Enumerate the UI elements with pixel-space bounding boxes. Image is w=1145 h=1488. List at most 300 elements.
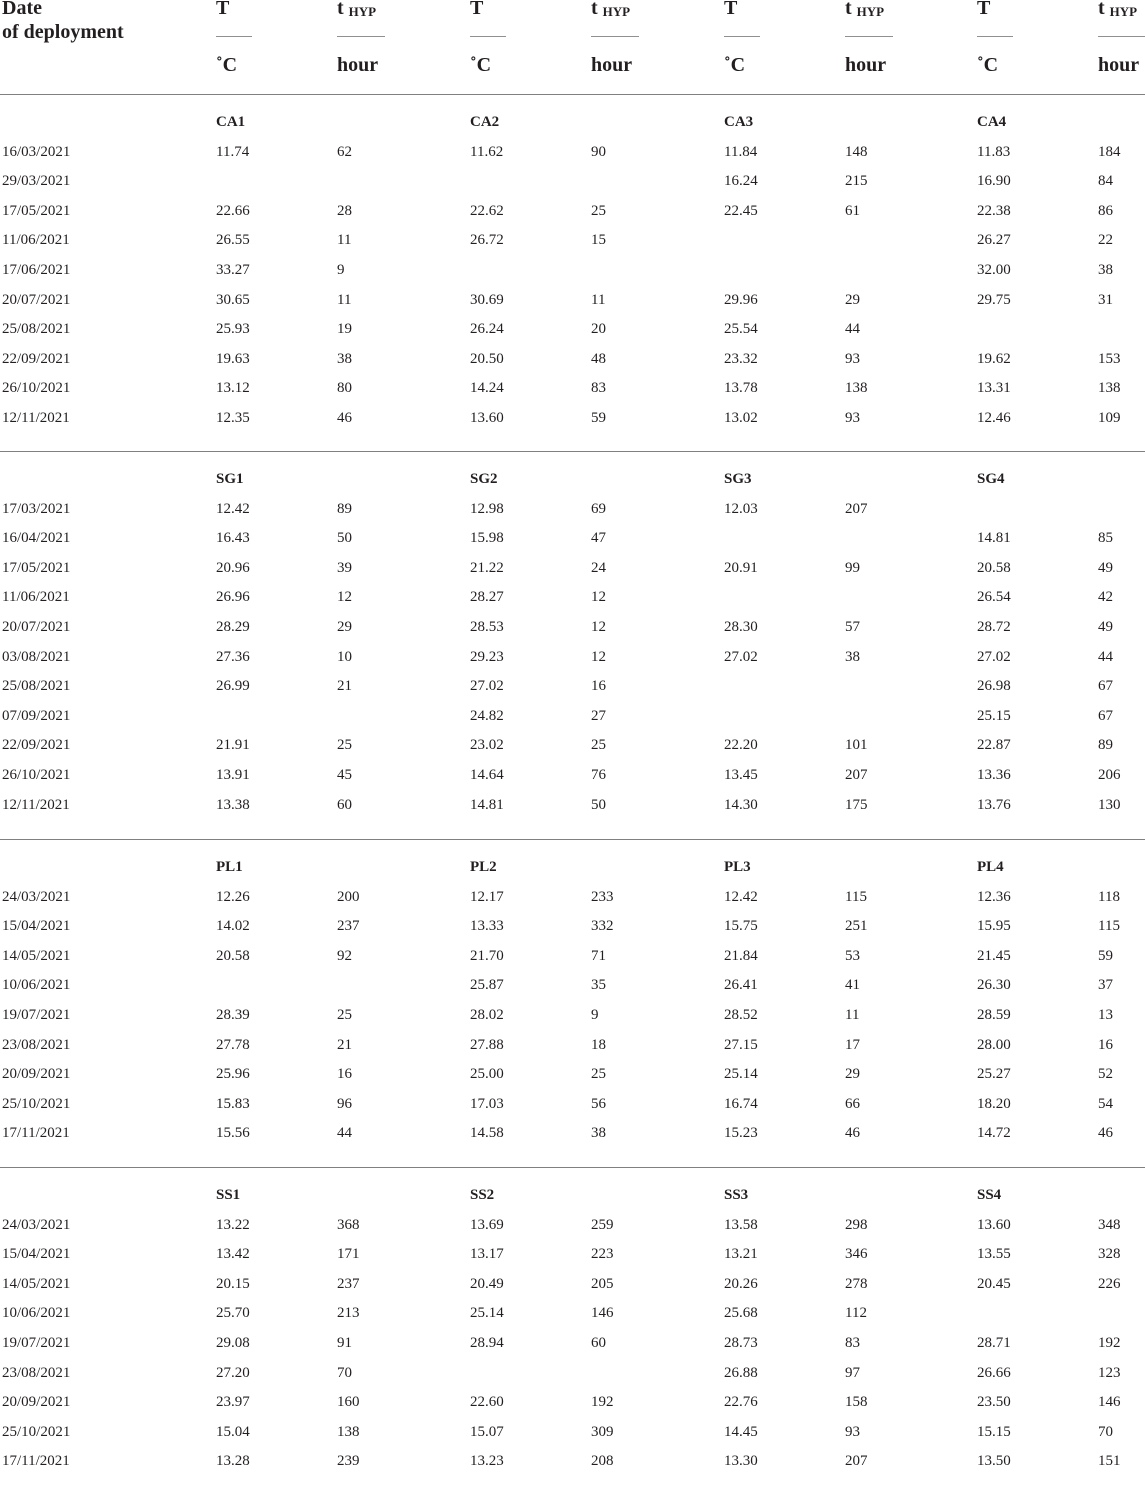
temperature-value: 25.68 bbox=[724, 1305, 758, 1321]
temperature-value: 25.54 bbox=[724, 321, 758, 337]
group-divider bbox=[0, 94, 1145, 95]
hypoxia-time-value: 44 bbox=[1098, 649, 1113, 665]
temperature-value: 28.00 bbox=[977, 1037, 1011, 1053]
hypoxia-time-value: 20 bbox=[591, 321, 606, 337]
hypoxia-time-value: 16 bbox=[591, 678, 606, 694]
temperature-value: 13.45 bbox=[724, 767, 758, 783]
hypoxia-time-unit: hour bbox=[845, 54, 887, 76]
temperature-value: 28.53 bbox=[470, 619, 504, 635]
hypoxia-time-value: 251 bbox=[845, 918, 868, 934]
temperature-value: 23.32 bbox=[724, 351, 758, 367]
temperature-value: 14.30 bbox=[724, 797, 758, 813]
hypoxia-time-value: 25 bbox=[337, 1007, 352, 1023]
deployment-date: 12/11/2021 bbox=[2, 797, 70, 813]
temperature-value: 13.36 bbox=[977, 767, 1011, 783]
site-label: PL4 bbox=[977, 859, 1004, 875]
temperature-value: 22.76 bbox=[724, 1394, 758, 1410]
deployment-date: 25/10/2021 bbox=[2, 1424, 71, 1440]
hypoxia-time-value: 46 bbox=[1098, 1125, 1113, 1141]
temperature-value: 19.62 bbox=[977, 351, 1011, 367]
hypoxia-time-value: 130 bbox=[1098, 797, 1121, 813]
temperature-value: 12.36 bbox=[977, 889, 1011, 905]
temperature-header: T bbox=[216, 0, 230, 19]
header-rule bbox=[216, 36, 252, 37]
hypoxia-time-value: 71 bbox=[591, 948, 606, 964]
hypoxia-time-value: 11 bbox=[591, 292, 606, 308]
temperature-value: 13.33 bbox=[470, 918, 504, 934]
hypoxia-time-unit: hour bbox=[1098, 54, 1140, 76]
temperature-value: 12.26 bbox=[216, 889, 250, 905]
hypoxia-time-value: 76 bbox=[591, 767, 606, 783]
deployment-date: 19/07/2021 bbox=[2, 1007, 71, 1023]
temperature-value: 27.15 bbox=[724, 1037, 758, 1053]
site-label: SG2 bbox=[470, 471, 498, 487]
temperature-value: 25.70 bbox=[216, 1305, 250, 1321]
hypoxia-time-value: 213 bbox=[337, 1305, 360, 1321]
hypoxia-time-value: 332 bbox=[591, 918, 614, 934]
temperature-value: 13.38 bbox=[216, 797, 250, 813]
hypoxia-time-value: 138 bbox=[845, 380, 868, 396]
temperature-value: 26.99 bbox=[216, 678, 250, 694]
hypoxia-time-value: 18 bbox=[591, 1037, 606, 1053]
temperature-value: 13.58 bbox=[724, 1217, 758, 1233]
hypoxia-time-subscript: HYP bbox=[602, 4, 631, 19]
temperature-value: 21.70 bbox=[470, 948, 504, 964]
hypoxia-time-value: 96 bbox=[337, 1096, 352, 1112]
hypoxia-time-value: 61 bbox=[845, 203, 860, 219]
temperature-value: 14.81 bbox=[470, 797, 504, 813]
temperature-value: 14.24 bbox=[470, 380, 504, 396]
hypoxia-time-value: 158 bbox=[845, 1394, 868, 1410]
hypoxia-time-value: 54 bbox=[1098, 1096, 1113, 1112]
deployment-date: 22/09/2021 bbox=[2, 737, 71, 753]
deployment-date: 20/07/2021 bbox=[2, 619, 71, 635]
temperature-value: 23.50 bbox=[977, 1394, 1011, 1410]
deployment-date: 14/05/2021 bbox=[2, 948, 71, 964]
hypoxia-time-value: 80 bbox=[337, 380, 352, 396]
deployment-date: 10/06/2021 bbox=[2, 977, 71, 993]
hypoxia-time-unit: hour bbox=[591, 54, 633, 76]
hypoxia-time-value: 17 bbox=[845, 1037, 860, 1053]
hypoxia-time-value: 13 bbox=[1098, 1007, 1113, 1023]
deployment-date: 16/04/2021 bbox=[2, 530, 71, 546]
hypoxia-time-value: 12 bbox=[337, 589, 352, 605]
temperature-value: 14.02 bbox=[216, 918, 250, 934]
hypoxia-time-value: 278 bbox=[845, 1276, 868, 1292]
temperature-value: 12.35 bbox=[216, 410, 250, 426]
temperature-value: 15.07 bbox=[470, 1424, 504, 1440]
temperature-value: 23.02 bbox=[470, 737, 504, 753]
hypoxia-time-value: 28 bbox=[337, 203, 352, 219]
hypoxia-time-value: 10 bbox=[337, 649, 352, 665]
hypoxia-time-value: 38 bbox=[337, 351, 352, 367]
temperature-unit: ˚C bbox=[724, 54, 746, 76]
temperature-value: 27.88 bbox=[470, 1037, 504, 1053]
hypoxia-time-value: 112 bbox=[845, 1305, 867, 1321]
hypoxia-time-value: 29 bbox=[337, 619, 352, 635]
temperature-value: 25.93 bbox=[216, 321, 250, 337]
temperature-value: 20.45 bbox=[977, 1276, 1011, 1292]
deployment-date: 17/05/2021 bbox=[2, 560, 71, 576]
temperature-value: 27.02 bbox=[470, 678, 504, 694]
temperature-value: 21.84 bbox=[724, 948, 758, 964]
hypoxia-time-value: 53 bbox=[845, 948, 860, 964]
hypoxia-time-symbol: t bbox=[845, 0, 852, 19]
hypoxia-time-value: 109 bbox=[1098, 410, 1121, 426]
temperature-value: 24.82 bbox=[470, 708, 504, 724]
temperature-value: 26.72 bbox=[470, 232, 504, 248]
hypoxia-time-value: 39 bbox=[337, 560, 352, 576]
hypoxia-time-value: 226 bbox=[1098, 1276, 1121, 1292]
temperature-unit: ˚C bbox=[977, 54, 999, 76]
site-label: SG3 bbox=[724, 471, 752, 487]
temperature-value: 27.36 bbox=[216, 649, 250, 665]
hypoxia-time-value: 11 bbox=[337, 292, 352, 308]
header-rule bbox=[845, 36, 893, 37]
temperature-value: 22.38 bbox=[977, 203, 1011, 219]
temperature-value: 28.94 bbox=[470, 1335, 504, 1351]
temperature-value: 13.22 bbox=[216, 1217, 250, 1233]
hypoxia-time-value: 70 bbox=[337, 1365, 352, 1381]
temperature-value: 15.15 bbox=[977, 1424, 1011, 1440]
deployment-date: 19/07/2021 bbox=[2, 1335, 71, 1351]
deployment-date: 16/03/2021 bbox=[2, 144, 71, 160]
hypoxia-time-value: 208 bbox=[591, 1453, 614, 1469]
hypoxia-time-value: 93 bbox=[845, 351, 860, 367]
hypoxia-time-value: 346 bbox=[845, 1246, 868, 1262]
hypoxia-time-value: 48 bbox=[591, 351, 606, 367]
site-label: SG4 bbox=[977, 471, 1005, 487]
deployment-date: 11/06/2021 bbox=[2, 589, 70, 605]
temperature-value: 14.72 bbox=[977, 1125, 1011, 1141]
site-label: CA1 bbox=[216, 114, 246, 130]
hypoxia-time-value: 90 bbox=[591, 144, 606, 160]
temperature-value: 25.27 bbox=[977, 1066, 1011, 1082]
hypoxia-time-value: 38 bbox=[845, 649, 860, 665]
hypoxia-time-value: 118 bbox=[1098, 889, 1120, 905]
hypoxia-time-value: 12 bbox=[591, 649, 606, 665]
hypoxia-time-value: 138 bbox=[1098, 380, 1121, 396]
hypoxia-time-value: 97 bbox=[845, 1365, 860, 1381]
temperature-value: 13.69 bbox=[470, 1217, 504, 1233]
deployment-date: 25/08/2021 bbox=[2, 321, 71, 337]
temperature-header: T bbox=[724, 0, 738, 19]
temperature-value: 14.58 bbox=[470, 1125, 504, 1141]
temperature-value: 26.96 bbox=[216, 589, 250, 605]
temperature-value: 12.42 bbox=[216, 501, 250, 517]
hypoxia-time-value: 9 bbox=[337, 262, 345, 278]
hypoxia-time-value: 348 bbox=[1098, 1217, 1121, 1233]
temperature-value: 21.91 bbox=[216, 737, 250, 753]
date-header-line-2: of deployment bbox=[2, 21, 124, 43]
temperature-value: 22.60 bbox=[470, 1394, 504, 1410]
temperature-value: 13.78 bbox=[724, 380, 758, 396]
deployment-date: 17/11/2021 bbox=[2, 1453, 70, 1469]
hypoxia-time-value: 38 bbox=[591, 1125, 606, 1141]
temperature-value: 32.00 bbox=[977, 262, 1011, 278]
hypoxia-time-value: 207 bbox=[845, 1453, 868, 1469]
hypoxia-time-value: 67 bbox=[1098, 708, 1113, 724]
temperature-value: 11.74 bbox=[216, 144, 250, 160]
hypoxia-time-value: 146 bbox=[591, 1305, 614, 1321]
hypoxia-time-value: 237 bbox=[337, 1276, 360, 1292]
temperature-value: 13.60 bbox=[977, 1217, 1011, 1233]
temperature-value: 13.31 bbox=[977, 380, 1011, 396]
hypoxia-time-value: 59 bbox=[591, 410, 606, 426]
site-label: SG1 bbox=[216, 471, 244, 487]
hypoxia-time-value: 200 bbox=[337, 889, 360, 905]
temperature-value: 11.62 bbox=[470, 144, 504, 160]
temperature-value: 28.30 bbox=[724, 619, 758, 635]
temperature-value: 25.15 bbox=[977, 708, 1011, 724]
hypoxia-time-value: 35 bbox=[591, 977, 606, 993]
hypoxia-time-value: 45 bbox=[337, 767, 352, 783]
temperature-value: 14.81 bbox=[977, 530, 1011, 546]
temperature-value: 15.56 bbox=[216, 1125, 250, 1141]
hypoxia-time-symbol: t bbox=[337, 0, 344, 19]
temperature-value: 16.74 bbox=[724, 1096, 758, 1112]
hypoxia-time-subscript: HYP bbox=[1109, 4, 1138, 19]
temperature-value: 13.55 bbox=[977, 1246, 1011, 1262]
hypoxia-time-value: 49 bbox=[1098, 560, 1113, 576]
hypoxia-time-value: 37 bbox=[1098, 977, 1113, 993]
hypoxia-time-value: 57 bbox=[845, 619, 860, 635]
hypoxia-time-value: 15 bbox=[591, 232, 606, 248]
temperature-value: 26.88 bbox=[724, 1365, 758, 1381]
hypoxia-time-value: 138 bbox=[337, 1424, 360, 1440]
hypoxia-time-value: 309 bbox=[591, 1424, 614, 1440]
hypoxia-time-value: 44 bbox=[845, 321, 860, 337]
temperature-value: 15.95 bbox=[977, 918, 1011, 934]
temperature-header: T bbox=[470, 0, 484, 19]
site-label: CA3 bbox=[724, 114, 754, 130]
hypoxia-time-value: 115 bbox=[1098, 918, 1120, 934]
temperature-value: 13.21 bbox=[724, 1246, 758, 1262]
temperature-value: 13.50 bbox=[977, 1453, 1011, 1469]
temperature-value: 29.96 bbox=[724, 292, 758, 308]
temperature-value: 26.66 bbox=[977, 1365, 1011, 1381]
temperature-value: 12.42 bbox=[724, 889, 758, 905]
hypoxia-time-symbol: t bbox=[591, 0, 598, 19]
group-divider bbox=[0, 839, 1145, 840]
hypoxia-time-value: 184 bbox=[1098, 144, 1121, 160]
temperature-value: 28.73 bbox=[724, 1335, 758, 1351]
temperature-value: 22.87 bbox=[977, 737, 1011, 753]
temperature-value: 21.22 bbox=[470, 560, 504, 576]
deployment-date: 17/03/2021 bbox=[2, 501, 71, 517]
temperature-value: 22.62 bbox=[470, 203, 504, 219]
hypoxia-time-value: 46 bbox=[845, 1125, 860, 1141]
temperature-value: 18.20 bbox=[977, 1096, 1011, 1112]
hypoxia-time-value: 153 bbox=[1098, 351, 1121, 367]
temperature-value: 12.17 bbox=[470, 889, 504, 905]
hypoxia-time-value: 89 bbox=[337, 501, 352, 517]
temperature-value: 25.00 bbox=[470, 1066, 504, 1082]
hypoxia-time-symbol: t bbox=[1098, 0, 1105, 19]
hypoxia-time-value: 29 bbox=[845, 292, 860, 308]
deployment-date: 07/09/2021 bbox=[2, 708, 71, 724]
hypoxia-time-value: 66 bbox=[845, 1096, 860, 1112]
hypoxia-time-value: 92 bbox=[337, 948, 352, 964]
deployment-date: 24/03/2021 bbox=[2, 889, 71, 905]
hypoxia-time-value: 59 bbox=[1098, 948, 1113, 964]
temperature-value: 25.14 bbox=[724, 1066, 758, 1082]
hypoxia-time-value: 223 bbox=[591, 1246, 614, 1262]
deployment-date: 23/08/2021 bbox=[2, 1365, 71, 1381]
hypoxia-time-value: 259 bbox=[591, 1217, 614, 1233]
hypoxia-time-value: 60 bbox=[337, 797, 352, 813]
hypoxia-time-value: 205 bbox=[591, 1276, 614, 1292]
deployment-date: 22/09/2021 bbox=[2, 351, 71, 367]
deployment-date: 17/05/2021 bbox=[2, 203, 71, 219]
temperature-value: 20.96 bbox=[216, 560, 250, 576]
temperature-value: 23.97 bbox=[216, 1394, 250, 1410]
date-header-line-1: Date bbox=[2, 0, 42, 19]
hypoxia-time-value: 93 bbox=[845, 410, 860, 426]
hypoxia-time-value: 69 bbox=[591, 501, 606, 517]
hypoxia-time-value: 83 bbox=[845, 1335, 860, 1351]
hypoxia-time-value: 21 bbox=[337, 1037, 352, 1053]
hypoxia-time-value: 151 bbox=[1098, 1453, 1121, 1469]
hypoxia-time-value: 160 bbox=[337, 1394, 360, 1410]
hypoxia-time-value: 19 bbox=[337, 321, 352, 337]
temperature-value: 25.96 bbox=[216, 1066, 250, 1082]
temperature-value: 16.90 bbox=[977, 173, 1011, 189]
temperature-value: 28.72 bbox=[977, 619, 1011, 635]
hypoxia-time-value: 89 bbox=[1098, 737, 1113, 753]
hypoxia-time-value: 16 bbox=[1098, 1037, 1113, 1053]
temperature-unit: ˚C bbox=[470, 54, 492, 76]
hypoxia-time-value: 67 bbox=[1098, 678, 1113, 694]
temperature-value: 26.24 bbox=[470, 321, 504, 337]
temperature-value: 28.27 bbox=[470, 589, 504, 605]
temperature-value: 15.75 bbox=[724, 918, 758, 934]
header-rule bbox=[337, 36, 385, 37]
hypoxia-time-value: 93 bbox=[845, 1424, 860, 1440]
hypoxia-time-value: 24 bbox=[591, 560, 606, 576]
temperature-header: T bbox=[977, 0, 991, 19]
temperature-value: 33.27 bbox=[216, 262, 250, 278]
temperature-value: 14.64 bbox=[470, 767, 504, 783]
temperature-value: 29.23 bbox=[470, 649, 504, 665]
temperature-value: 20.49 bbox=[470, 1276, 504, 1292]
deployment-date: 26/10/2021 bbox=[2, 767, 71, 783]
deployment-date: 20/09/2021 bbox=[2, 1394, 71, 1410]
hypoxia-time-value: 12 bbox=[591, 619, 606, 635]
temperature-value: 28.39 bbox=[216, 1007, 250, 1023]
temperature-value: 27.02 bbox=[724, 649, 758, 665]
temperature-value: 20.58 bbox=[977, 560, 1011, 576]
hypoxia-time-value: 237 bbox=[337, 918, 360, 934]
hypoxia-time-value: 27 bbox=[591, 708, 606, 724]
hypoxia-time-value: 192 bbox=[1098, 1335, 1121, 1351]
hypoxia-time-value: 49 bbox=[1098, 619, 1113, 635]
hypoxia-time-value: 233 bbox=[591, 889, 614, 905]
temperature-value: 13.76 bbox=[977, 797, 1011, 813]
temperature-value: 30.69 bbox=[470, 292, 504, 308]
temperature-value: 26.55 bbox=[216, 232, 250, 248]
hypoxia-time-value: 207 bbox=[845, 767, 868, 783]
site-label: SS4 bbox=[977, 1187, 1002, 1203]
hypoxia-time-value: 31 bbox=[1098, 292, 1113, 308]
site-label: PL1 bbox=[216, 859, 243, 875]
deployment-date: 15/04/2021 bbox=[2, 1246, 71, 1262]
temperature-value: 25.14 bbox=[470, 1305, 504, 1321]
hypoxia-time-value: 50 bbox=[337, 530, 352, 546]
temperature-value: 26.41 bbox=[724, 977, 758, 993]
hypoxia-time-value: 83 bbox=[591, 380, 606, 396]
hypoxia-time-value: 101 bbox=[845, 737, 868, 753]
temperature-value: 20.15 bbox=[216, 1276, 250, 1292]
hypoxia-time-value: 70 bbox=[1098, 1424, 1113, 1440]
hypoxia-time-value: 146 bbox=[1098, 1394, 1121, 1410]
hypoxia-time-value: 25 bbox=[591, 203, 606, 219]
hypoxia-time-header bbox=[845, 0, 884, 23]
hypoxia-time-value: 206 bbox=[1098, 767, 1121, 783]
temperature-value: 26.54 bbox=[977, 589, 1011, 605]
hypoxia-time-value: 12 bbox=[591, 589, 606, 605]
temperature-value: 14.45 bbox=[724, 1424, 758, 1440]
temperature-value: 20.58 bbox=[216, 948, 250, 964]
hypoxia-time-value: 368 bbox=[337, 1217, 360, 1233]
temperature-value: 26.27 bbox=[977, 232, 1011, 248]
temperature-value: 28.29 bbox=[216, 619, 250, 635]
temperature-value: 13.02 bbox=[724, 410, 758, 426]
hypoxia-time-value: 328 bbox=[1098, 1246, 1121, 1262]
deployment-date: 29/03/2021 bbox=[2, 173, 71, 189]
hypoxia-time-value: 11 bbox=[845, 1007, 860, 1023]
temperature-value: 29.75 bbox=[977, 292, 1011, 308]
temperature-value: 13.91 bbox=[216, 767, 250, 783]
temperature-value: 17.03 bbox=[470, 1096, 504, 1112]
hypoxia-time-value: 148 bbox=[845, 144, 868, 160]
header-rule bbox=[591, 36, 639, 37]
site-label: SS3 bbox=[724, 1187, 749, 1203]
site-label: SS2 bbox=[470, 1187, 495, 1203]
hypoxia-time-value: 41 bbox=[845, 977, 860, 993]
temperature-value: 22.66 bbox=[216, 203, 250, 219]
deployment-date: 03/08/2021 bbox=[2, 649, 71, 665]
hypoxia-time-value: 47 bbox=[591, 530, 606, 546]
deployment-date: 14/05/2021 bbox=[2, 1276, 71, 1292]
hypoxia-time-value: 215 bbox=[845, 173, 868, 189]
deployment-date: 25/10/2021 bbox=[2, 1096, 71, 1112]
deployment-date: 24/03/2021 bbox=[2, 1217, 71, 1233]
hypoxia-time-value: 11 bbox=[337, 232, 352, 248]
hypoxia-time-value: 9 bbox=[591, 1007, 599, 1023]
hypoxia-time-value: 44 bbox=[337, 1125, 352, 1141]
deployment-date: 20/09/2021 bbox=[2, 1066, 71, 1082]
hypoxia-time-subscript: HYP bbox=[856, 4, 885, 19]
hypoxia-time-value: 52 bbox=[1098, 1066, 1113, 1082]
deployment-date: 26/10/2021 bbox=[2, 380, 71, 396]
hypoxia-time-value: 171 bbox=[337, 1246, 360, 1262]
temperature-value: 21.45 bbox=[977, 948, 1011, 964]
hypoxia-time-subscript: HYP bbox=[348, 4, 377, 19]
temperature-value: 30.65 bbox=[216, 292, 250, 308]
hypoxia-time-header bbox=[337, 0, 376, 23]
hypoxia-time-value: 86 bbox=[1098, 203, 1113, 219]
temperature-value: 15.98 bbox=[470, 530, 504, 546]
deployment-date: 11/06/2021 bbox=[2, 232, 70, 248]
temperature-value: 15.83 bbox=[216, 1096, 250, 1112]
temperature-value: 16.43 bbox=[216, 530, 250, 546]
deployment-date: 17/11/2021 bbox=[2, 1125, 70, 1141]
hypoxia-time-value: 84 bbox=[1098, 173, 1113, 189]
hypoxia-time-value: 38 bbox=[1098, 262, 1113, 278]
group-divider bbox=[0, 451, 1145, 452]
deployment-date: 20/07/2021 bbox=[2, 292, 71, 308]
